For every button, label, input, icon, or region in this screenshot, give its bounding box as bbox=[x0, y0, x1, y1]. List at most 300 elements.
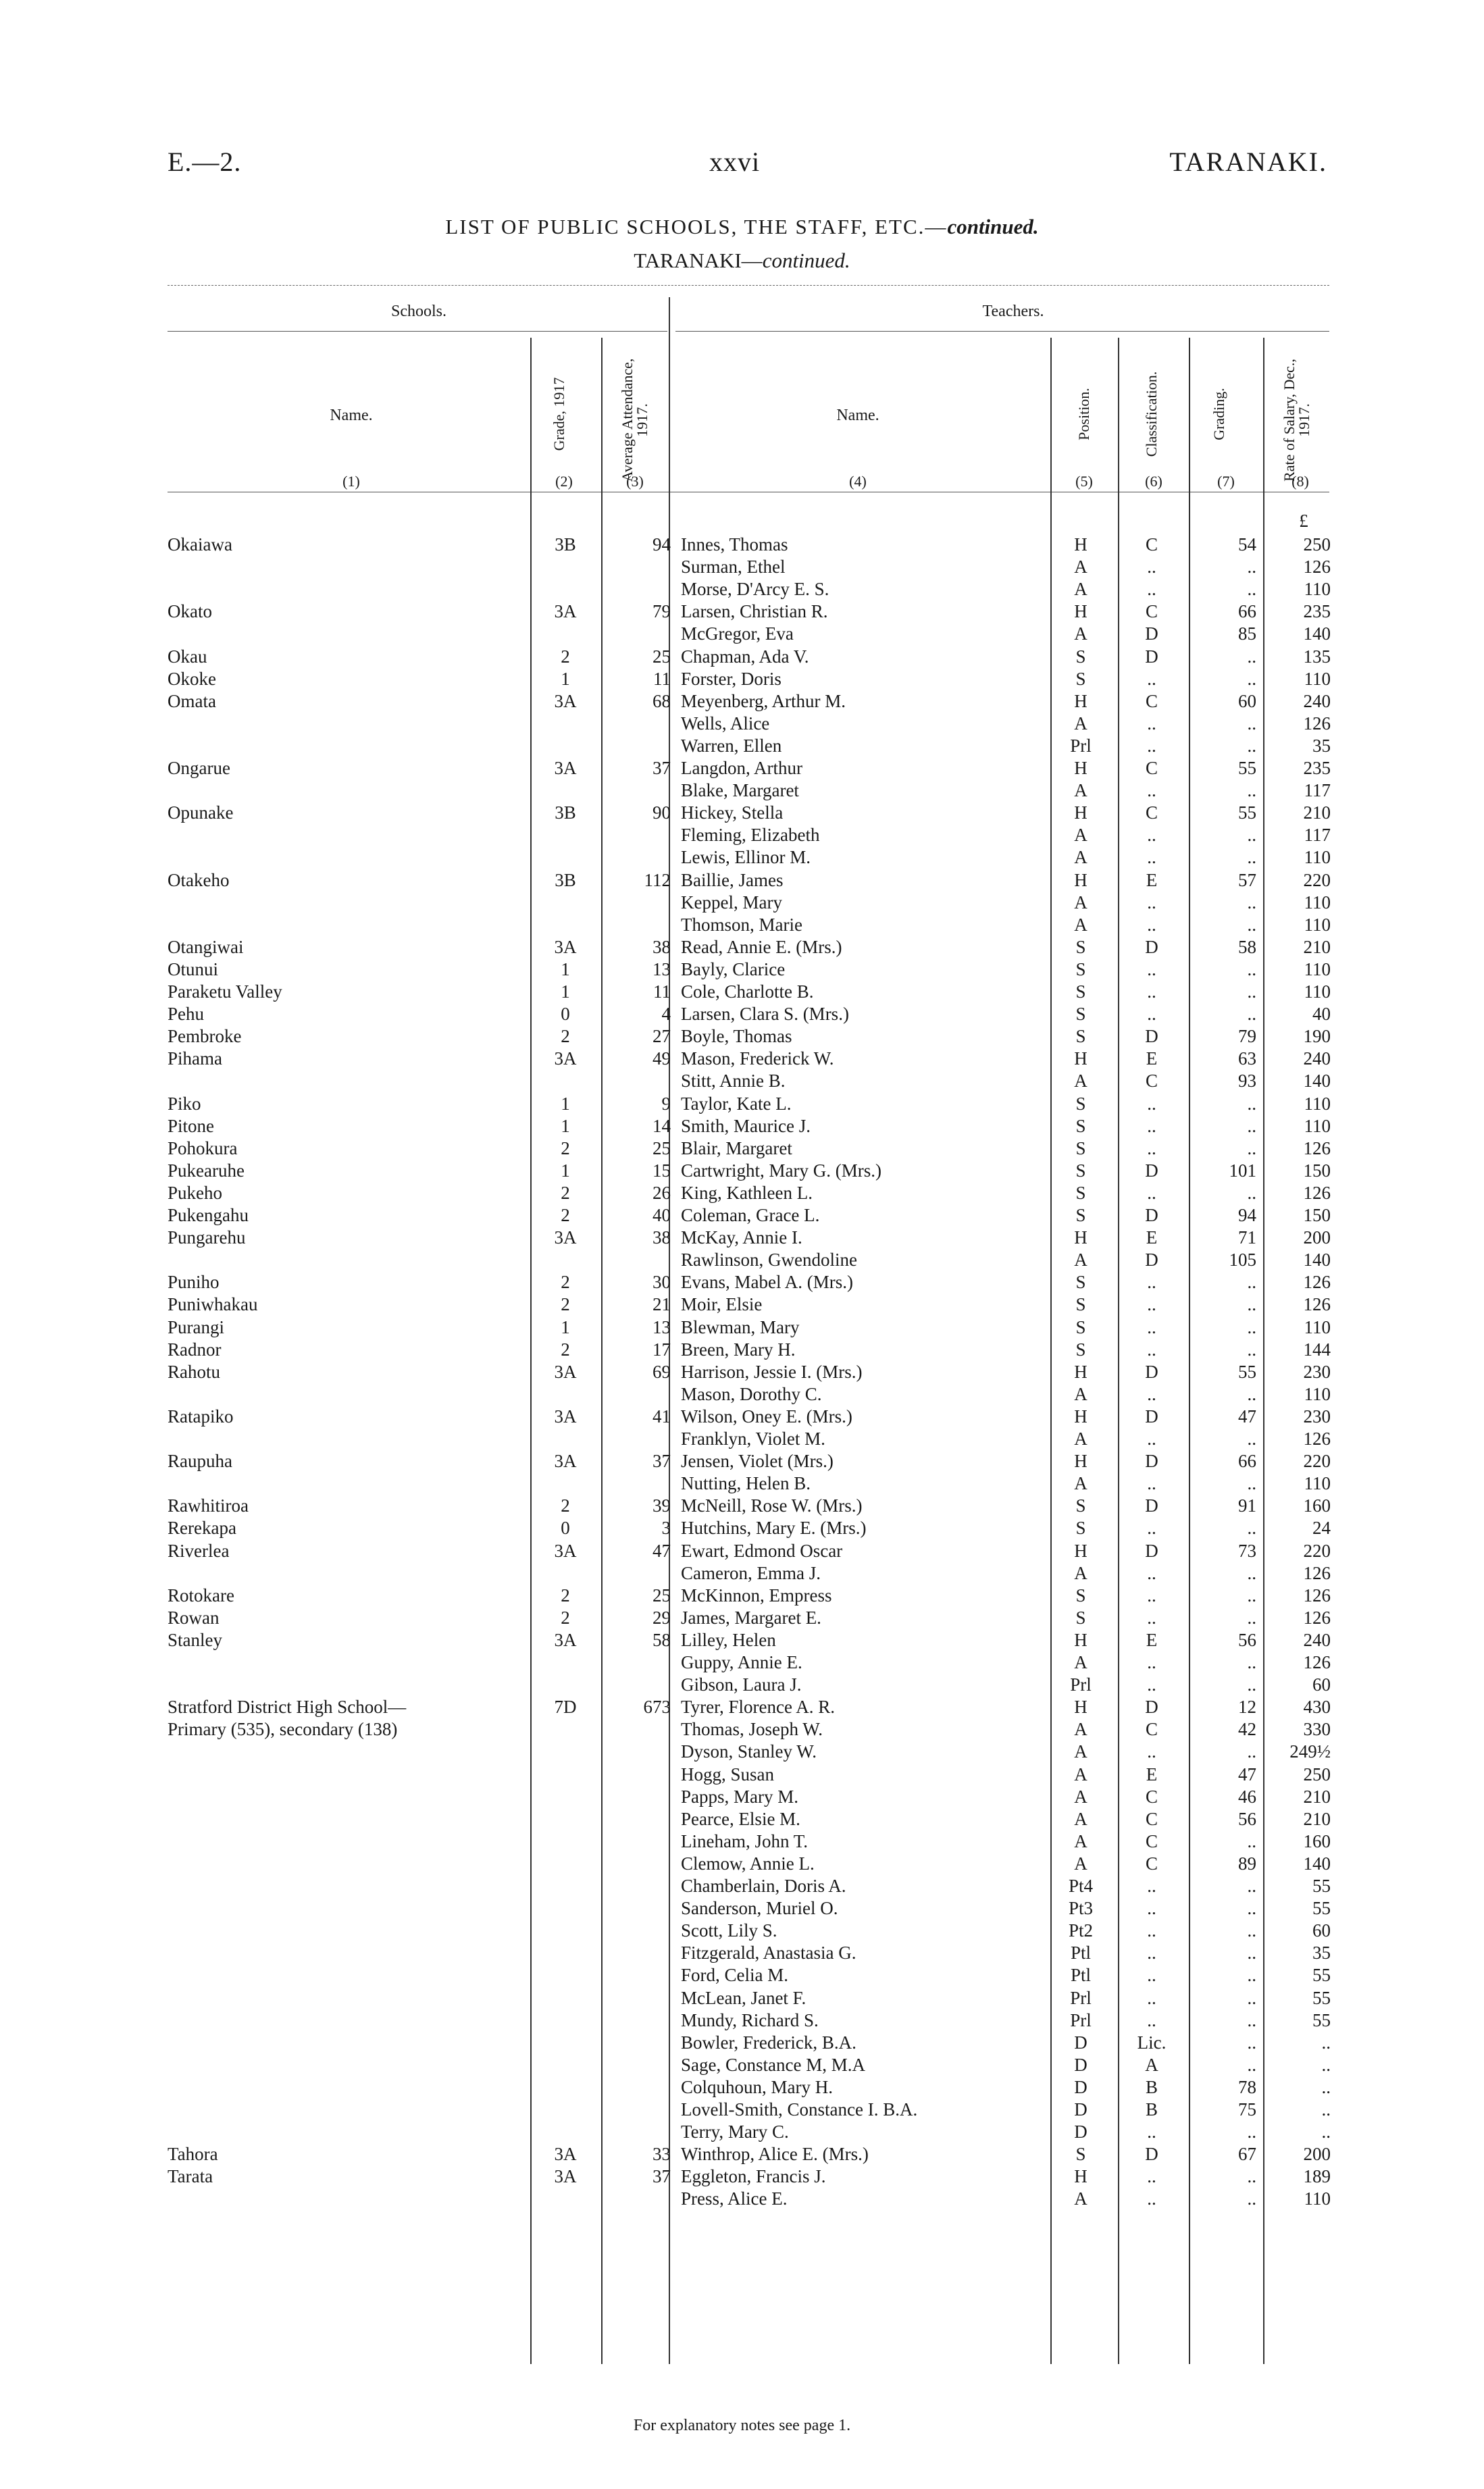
classification-cell: D bbox=[1145, 1160, 1158, 1181]
grading-cell: .. bbox=[1247, 2009, 1256, 2030]
table-row bbox=[0, 1115, 1484, 1137]
salary-cell: 249½ bbox=[1289, 1741, 1331, 1762]
salary-cell: .. bbox=[1321, 2076, 1331, 2097]
school-name: Stratford District High School— bbox=[168, 1697, 407, 1718]
table-row bbox=[0, 1204, 1484, 1227]
teacher-name: Dyson, Stanley W. bbox=[681, 1741, 817, 1762]
attendance-cell: 27 bbox=[653, 1026, 671, 1047]
school-name: Okaiawa bbox=[168, 534, 232, 555]
teacher-name: Mason, Frederick W. bbox=[681, 1048, 834, 1069]
grading-cell: 89 bbox=[1238, 1853, 1256, 1874]
classification-cell: .. bbox=[1147, 1607, 1156, 1628]
school-name: Pukearuhe bbox=[168, 1160, 245, 1181]
salary-cell: 110 bbox=[1304, 1316, 1331, 1337]
table-row bbox=[0, 824, 1484, 846]
grade-cell: 2 bbox=[561, 1294, 570, 1315]
salary-cell: 140 bbox=[1303, 1250, 1331, 1271]
salary-cell: .. bbox=[1321, 2099, 1331, 2120]
salary-cell: 55 bbox=[1312, 1987, 1331, 2008]
col-num-7: (7) bbox=[1217, 473, 1235, 490]
position-cell: S bbox=[1075, 958, 1086, 979]
classification-cell: .. bbox=[1147, 1741, 1156, 1762]
grade-cell: 3A bbox=[554, 2144, 577, 2165]
attendance-cell: 40 bbox=[653, 1205, 671, 1225]
salary-cell: 110 bbox=[1304, 914, 1331, 935]
teacher-name: James, Margaret E. bbox=[681, 1607, 821, 1628]
attendance-cell: 25 bbox=[653, 646, 671, 667]
grade-cell: 3A bbox=[554, 1227, 577, 1248]
classification-cell: B bbox=[1145, 2099, 1158, 2120]
table-row bbox=[0, 2099, 1484, 2121]
grade-cell: 3A bbox=[554, 2166, 577, 2187]
grading-cell: .. bbox=[1247, 1898, 1256, 1919]
attendance-cell: 13 bbox=[653, 958, 671, 979]
school-name: Rerekapa bbox=[168, 1518, 236, 1539]
table-row bbox=[0, 1271, 1484, 1293]
table-row bbox=[0, 1339, 1484, 1361]
grade-cell: 2 bbox=[561, 1182, 570, 1203]
table-row bbox=[0, 1718, 1484, 1741]
grade-cell: 3A bbox=[554, 690, 577, 711]
classification-cell: .. bbox=[1147, 713, 1156, 734]
grading-cell: 101 bbox=[1229, 1160, 1256, 1181]
position-cell: H bbox=[1074, 1629, 1088, 1650]
attendance-cell: 79 bbox=[653, 601, 671, 622]
attendance-cell: 37 bbox=[653, 2166, 671, 2187]
teacher-name: Thomson, Marie bbox=[681, 914, 802, 935]
grade-cell: 0 bbox=[561, 1518, 570, 1539]
classification-cell: .. bbox=[1147, 1093, 1156, 1114]
attendance-cell: 30 bbox=[653, 1272, 671, 1293]
classification-cell: .. bbox=[1147, 2122, 1156, 2142]
attendance-cell: 41 bbox=[653, 1406, 671, 1427]
classification-cell: .. bbox=[1147, 1115, 1156, 1136]
school-name: Radnor bbox=[168, 1339, 222, 1360]
teacher-name: Papps, Mary M. bbox=[681, 1786, 798, 1807]
position-cell: A bbox=[1074, 1250, 1088, 1271]
position-cell: H bbox=[1074, 1048, 1088, 1069]
table-row bbox=[0, 914, 1484, 936]
teacher-name: Wilson, Oney E. (Mrs.) bbox=[681, 1406, 852, 1427]
grading-cell: 71 bbox=[1238, 1227, 1256, 1248]
teacher-name: Morse, D'Arcy E. S. bbox=[681, 579, 829, 600]
attendance-cell: 90 bbox=[653, 802, 671, 823]
position-cell: A bbox=[1074, 1562, 1088, 1583]
position-cell: H bbox=[1074, 534, 1088, 555]
school-name: Tarata bbox=[168, 2166, 213, 2187]
teacher-name: Press, Alice E. bbox=[681, 2188, 788, 2209]
teacher-name: Fitzgerald, Anastasia G. bbox=[681, 1943, 856, 1964]
position-cell: H bbox=[1074, 2166, 1088, 2187]
grade-cell: 2 bbox=[561, 1585, 570, 1606]
classification-cell: .. bbox=[1147, 1876, 1156, 1896]
classification-cell: .. bbox=[1147, 1562, 1156, 1583]
classification-cell: D bbox=[1145, 1361, 1158, 1382]
salary-cell: 60 bbox=[1312, 1674, 1331, 1695]
col-num-5: (5) bbox=[1075, 473, 1093, 490]
position-cell: A bbox=[1074, 1830, 1088, 1851]
classification-cell: .. bbox=[1147, 1920, 1156, 1941]
teacher-name: Wells, Alice bbox=[681, 713, 770, 734]
rule-group bbox=[168, 331, 667, 332]
grading-cell: 66 bbox=[1238, 601, 1256, 622]
grade-cell: 2 bbox=[561, 1272, 570, 1293]
teacher-name: Smith, Maurice J. bbox=[681, 1115, 811, 1136]
grading-cell: 73 bbox=[1238, 1540, 1256, 1561]
school-name: Ongarue bbox=[168, 758, 230, 778]
teacher-name: Warren, Ellen bbox=[681, 735, 782, 756]
teacher-name: Fleming, Elizabeth bbox=[681, 825, 820, 846]
classification-cell: .. bbox=[1147, 1585, 1156, 1606]
salary-cell: 160 bbox=[1303, 1830, 1331, 1851]
table-row bbox=[0, 1808, 1484, 1830]
salary-cell: 150 bbox=[1303, 1160, 1331, 1181]
salary-cell: 110 bbox=[1304, 892, 1331, 913]
table-row bbox=[0, 1517, 1484, 1539]
grading-cell: .. bbox=[1247, 2122, 1256, 2142]
classification-cell: .. bbox=[1147, 1429, 1156, 1449]
salary-cell: 126 bbox=[1303, 1137, 1331, 1158]
header-grade: Grade, 1917 bbox=[551, 377, 567, 451]
rule-group-2 bbox=[675, 331, 1329, 332]
grading-cell: .. bbox=[1247, 1741, 1256, 1762]
classification-cell: .. bbox=[1147, 1339, 1156, 1360]
table-row bbox=[0, 1674, 1484, 1696]
table-row bbox=[0, 1093, 1484, 1115]
classification-cell: Lic. bbox=[1137, 2032, 1167, 2053]
header-classification: Classification. bbox=[1143, 371, 1160, 457]
teacher-name: Franklyn, Violet M. bbox=[681, 1429, 825, 1449]
grading-cell: .. bbox=[1247, 557, 1256, 578]
school-name: Otunui bbox=[168, 958, 219, 979]
classification-cell: .. bbox=[1147, 1004, 1156, 1025]
grading-cell: .. bbox=[1247, 1987, 1256, 2008]
grading-cell: 58 bbox=[1238, 936, 1256, 957]
salary-cell: 220 bbox=[1303, 1540, 1331, 1561]
table-row bbox=[0, 1137, 1484, 1160]
grading-cell: .. bbox=[1247, 958, 1256, 979]
table-row bbox=[0, 2076, 1484, 2099]
position-cell: Prl bbox=[1070, 1987, 1092, 2008]
position-cell: A bbox=[1074, 1719, 1088, 1740]
grade-cell: 3A bbox=[554, 1451, 577, 1472]
salary-cell: 110 bbox=[1304, 1473, 1331, 1494]
grading-cell: 94 bbox=[1238, 1205, 1256, 1225]
school-name: Pihama bbox=[168, 1048, 222, 1069]
table-row bbox=[0, 802, 1484, 824]
position-cell: A bbox=[1074, 1429, 1088, 1449]
grading-cell: 79 bbox=[1238, 1026, 1256, 1047]
salary-cell: 240 bbox=[1303, 690, 1331, 711]
teacher-name: Lineham, John T. bbox=[681, 1830, 808, 1851]
position-cell: A bbox=[1074, 579, 1088, 600]
table-row bbox=[0, 1472, 1484, 1495]
classification-cell: E bbox=[1146, 1629, 1158, 1650]
position-cell: A bbox=[1074, 1383, 1088, 1404]
salary-cell: 210 bbox=[1303, 1786, 1331, 1807]
position-cell: Prl bbox=[1070, 1674, 1092, 1695]
classification-cell: D bbox=[1145, 1451, 1158, 1472]
school-name: Pungarehu bbox=[168, 1227, 246, 1248]
teacher-name: Hogg, Susan bbox=[681, 1764, 775, 1785]
table-row bbox=[0, 2009, 1484, 2032]
grading-cell: 78 bbox=[1238, 2076, 1256, 2097]
grading-cell: 91 bbox=[1238, 1495, 1256, 1516]
attendance-cell: 13 bbox=[653, 1316, 671, 1337]
position-cell: A bbox=[1074, 892, 1088, 913]
position-cell: A bbox=[1074, 1473, 1088, 1494]
salary-cell: 110 bbox=[1304, 958, 1331, 979]
position-cell: H bbox=[1074, 1540, 1088, 1561]
school-name: Pembroke bbox=[168, 1026, 242, 1047]
position-cell: Pt3 bbox=[1068, 1898, 1094, 1919]
grading-cell: 105 bbox=[1229, 1250, 1256, 1271]
classification-cell: .. bbox=[1147, 1137, 1156, 1158]
teacher-name: Jensen, Violet (Mrs.) bbox=[681, 1451, 834, 1472]
teacher-name: Sage, Constance M, M.A bbox=[681, 2054, 865, 2075]
classification-cell: C bbox=[1145, 758, 1158, 778]
table-row bbox=[0, 1249, 1484, 1271]
salary-cell: 126 bbox=[1303, 1585, 1331, 1606]
table-row bbox=[0, 1830, 1484, 1853]
rule-top bbox=[168, 285, 1329, 286]
attendance-cell: 58 bbox=[653, 1629, 671, 1650]
table-row bbox=[0, 1048, 1484, 1070]
position-cell: D bbox=[1074, 2032, 1088, 2053]
school-name: Paraketu Valley bbox=[168, 981, 282, 1002]
position-cell: D bbox=[1074, 2122, 1088, 2142]
grading-cell: 54 bbox=[1238, 534, 1256, 555]
teacher-name: Pearce, Elsie M. bbox=[681, 1808, 800, 1829]
table-row bbox=[0, 981, 1484, 1003]
grading-cell: .. bbox=[1247, 1607, 1256, 1628]
attendance-cell: 47 bbox=[653, 1540, 671, 1561]
classification-cell: C bbox=[1145, 601, 1158, 622]
teacher-name: Bowler, Frederick, B.A. bbox=[681, 2032, 856, 2053]
teacher-name: Sanderson, Muriel O. bbox=[681, 1898, 838, 1919]
table-row bbox=[0, 2143, 1484, 2165]
grading-cell: .. bbox=[1247, 1585, 1256, 1606]
salary-cell: 24 bbox=[1312, 1518, 1331, 1539]
position-cell: S bbox=[1075, 981, 1086, 1002]
classification-cell: D bbox=[1145, 1406, 1158, 1427]
attendance-cell: 37 bbox=[653, 1451, 671, 1472]
attendance-cell: 25 bbox=[653, 1137, 671, 1158]
position-cell: Pt2 bbox=[1068, 1920, 1094, 1941]
col-num-4: (4) bbox=[849, 473, 867, 490]
teacher-name: Read, Annie E. (Mrs.) bbox=[681, 936, 842, 957]
grading-cell: .. bbox=[1247, 2188, 1256, 2209]
position-cell: S bbox=[1075, 1160, 1086, 1181]
grading-cell: 47 bbox=[1238, 1406, 1256, 1427]
grading-cell: .. bbox=[1247, 1562, 1256, 1583]
teacher-name: King, Kathleen L. bbox=[681, 1182, 813, 1203]
classification-cell: .. bbox=[1147, 825, 1156, 846]
classification-cell: .. bbox=[1147, 1674, 1156, 1695]
attendance-cell: 14 bbox=[653, 1115, 671, 1136]
grading-cell: 56 bbox=[1238, 1808, 1256, 1829]
position-cell: A bbox=[1074, 780, 1088, 801]
teacher-name: Forster, Doris bbox=[681, 668, 782, 689]
table-row bbox=[0, 1607, 1484, 1629]
salary-cell: 135 bbox=[1303, 646, 1331, 667]
grade-cell: 3A bbox=[554, 1048, 577, 1069]
classification-cell: E bbox=[1146, 869, 1158, 890]
school-name: Okau bbox=[168, 646, 207, 667]
salary-cell: 126 bbox=[1303, 557, 1331, 578]
classification-cell: .. bbox=[1147, 1652, 1156, 1672]
teacher-name: Coleman, Grace L. bbox=[681, 1205, 820, 1225]
teacher-name: Lilley, Helen bbox=[681, 1629, 776, 1650]
table-row bbox=[0, 2054, 1484, 2076]
position-cell: H bbox=[1074, 869, 1088, 890]
grade-cell: 3B bbox=[555, 869, 576, 890]
salary-cell: 35 bbox=[1312, 1943, 1331, 1964]
position-cell: A bbox=[1074, 1741, 1088, 1762]
position-cell: H bbox=[1074, 1227, 1088, 1248]
grade-cell: 2 bbox=[561, 646, 570, 667]
grading-cell: .. bbox=[1247, 914, 1256, 935]
classification-cell: E bbox=[1146, 1227, 1158, 1248]
teacher-name: McLean, Janet F. bbox=[681, 1987, 807, 2008]
grading-cell: 75 bbox=[1238, 2099, 1256, 2120]
table-row bbox=[0, 735, 1484, 757]
table-row bbox=[0, 1361, 1484, 1383]
table-row bbox=[0, 1070, 1484, 1092]
teacher-name: Terry, Mary C. bbox=[681, 2122, 789, 2142]
position-cell: S bbox=[1075, 1495, 1086, 1516]
table-row bbox=[0, 578, 1484, 600]
teacher-name: Surman, Ethel bbox=[681, 557, 786, 578]
table-row bbox=[0, 2121, 1484, 2143]
position-cell: A bbox=[1074, 847, 1088, 868]
page-subtitle: TARANAKI—continued. bbox=[634, 249, 850, 272]
table-row bbox=[0, 1495, 1484, 1517]
teacher-name: Cole, Charlotte B. bbox=[681, 981, 814, 1002]
classification-cell: D bbox=[1145, 1205, 1158, 1225]
page-title: LIST OF PUBLIC SCHOOLS, THE STAFF, ETC.—continued. bbox=[445, 215, 1039, 238]
classification-cell: D bbox=[1145, 646, 1158, 667]
table-row bbox=[0, 556, 1484, 578]
table-row bbox=[0, 1003, 1484, 1025]
grading-cell: 93 bbox=[1238, 1071, 1256, 1092]
table-row bbox=[0, 1450, 1484, 1472]
attendance-cell: 25 bbox=[653, 1585, 671, 1606]
classification-cell: .. bbox=[1147, 1272, 1156, 1293]
position-cell: Ptl bbox=[1070, 1965, 1092, 1986]
grading-cell: .. bbox=[1247, 1965, 1256, 1986]
table-row bbox=[0, 1786, 1484, 1808]
grade-cell: 0 bbox=[561, 1004, 570, 1025]
salary-cell: 117 bbox=[1304, 780, 1331, 801]
grading-cell: .. bbox=[1247, 735, 1256, 756]
teacher-name: Moir, Elsie bbox=[681, 1294, 763, 1315]
table-row bbox=[0, 713, 1484, 735]
school-name: Puniho bbox=[168, 1272, 220, 1293]
footnote: For explanatory notes see page 1. bbox=[633, 2417, 851, 2434]
attendance-cell: 37 bbox=[653, 758, 671, 778]
grade-cell: 3A bbox=[554, 1629, 577, 1650]
table-row bbox=[0, 1585, 1484, 1607]
salary-cell: 230 bbox=[1303, 1361, 1331, 1382]
classification-cell: .. bbox=[1147, 1965, 1156, 1986]
table-row bbox=[0, 757, 1484, 779]
classification-cell: .. bbox=[1147, 557, 1156, 578]
school-name: Raupuha bbox=[168, 1451, 232, 1472]
attendance-cell: 673 bbox=[643, 1697, 671, 1718]
table-row bbox=[0, 1942, 1484, 1964]
school-name: Otakeho bbox=[168, 869, 230, 890]
teacher-name: Hickey, Stella bbox=[681, 802, 784, 823]
attendance-cell: 94 bbox=[653, 534, 671, 555]
salary-cell: 55 bbox=[1312, 1965, 1331, 1986]
teacher-name: Winthrop, Alice E. (Mrs.) bbox=[681, 2144, 869, 2165]
position-cell: A bbox=[1074, 1808, 1088, 1829]
teacher-name: Innes, Thomas bbox=[681, 534, 788, 555]
teacher-name: McNeill, Rose W. (Mrs.) bbox=[681, 1495, 863, 1516]
classification-cell: E bbox=[1146, 1048, 1158, 1069]
grading-cell: .. bbox=[1247, 2166, 1256, 2187]
teacher-name: Meyenberg, Arthur M. bbox=[681, 690, 846, 711]
grade-cell: 1 bbox=[561, 668, 570, 689]
position-cell: H bbox=[1074, 601, 1088, 622]
teacher-name: Lewis, Ellinor M. bbox=[681, 847, 811, 868]
school-name: Rahotu bbox=[168, 1361, 220, 1382]
salary-cell: 126 bbox=[1303, 1294, 1331, 1315]
position-cell: S bbox=[1075, 668, 1086, 689]
salary-cell: .. bbox=[1321, 2032, 1331, 2053]
grade-cell: 3A bbox=[554, 1540, 577, 1561]
classification-cell: A bbox=[1145, 2054, 1158, 2075]
grading-cell: 12 bbox=[1238, 1697, 1256, 1718]
grading-cell: .. bbox=[1247, 1004, 1256, 1025]
grading-cell: .. bbox=[1247, 847, 1256, 868]
position-cell: A bbox=[1074, 713, 1088, 734]
salary-cell: 126 bbox=[1303, 1182, 1331, 1203]
classification-cell: C bbox=[1145, 534, 1158, 555]
teacher-name: Colquhoun, Mary H. bbox=[681, 2076, 833, 2097]
position-cell: A bbox=[1074, 825, 1088, 846]
school-name: Pukengahu bbox=[168, 1205, 249, 1225]
position-cell: H bbox=[1074, 1406, 1088, 1427]
salary-cell: 200 bbox=[1303, 2144, 1331, 2165]
grading-cell: 55 bbox=[1238, 802, 1256, 823]
classification-cell: .. bbox=[1147, 981, 1156, 1002]
table-row bbox=[0, 1875, 1484, 1897]
table-row bbox=[0, 1764, 1484, 1786]
position-cell: A bbox=[1074, 623, 1088, 644]
grading-cell: 55 bbox=[1238, 1361, 1256, 1382]
salary-cell: 35 bbox=[1312, 735, 1331, 756]
classification-cell: E bbox=[1146, 1764, 1158, 1785]
teacher-name: Taylor, Kate L. bbox=[681, 1093, 792, 1114]
attendance-cell: 4 bbox=[661, 1004, 671, 1025]
classification-cell: D bbox=[1145, 1250, 1158, 1271]
salary-cell: 126 bbox=[1303, 1272, 1331, 1293]
grade-cell: 2 bbox=[561, 1137, 570, 1158]
attendance-cell: 3 bbox=[661, 1518, 671, 1539]
salary-cell: 110 bbox=[1304, 1093, 1331, 1114]
header-name: Name. bbox=[330, 407, 373, 424]
header-position: Position. bbox=[1075, 388, 1092, 440]
grading-cell: .. bbox=[1247, 668, 1256, 689]
teacher-name: Chapman, Ada V. bbox=[681, 646, 809, 667]
teacher-name: Ford, Celia M. bbox=[681, 1965, 788, 1986]
position-cell: S bbox=[1075, 936, 1086, 957]
classification-cell: .. bbox=[1147, 2188, 1156, 2209]
header-teacher-name: Name. bbox=[836, 407, 879, 424]
position-cell: A bbox=[1074, 557, 1088, 578]
